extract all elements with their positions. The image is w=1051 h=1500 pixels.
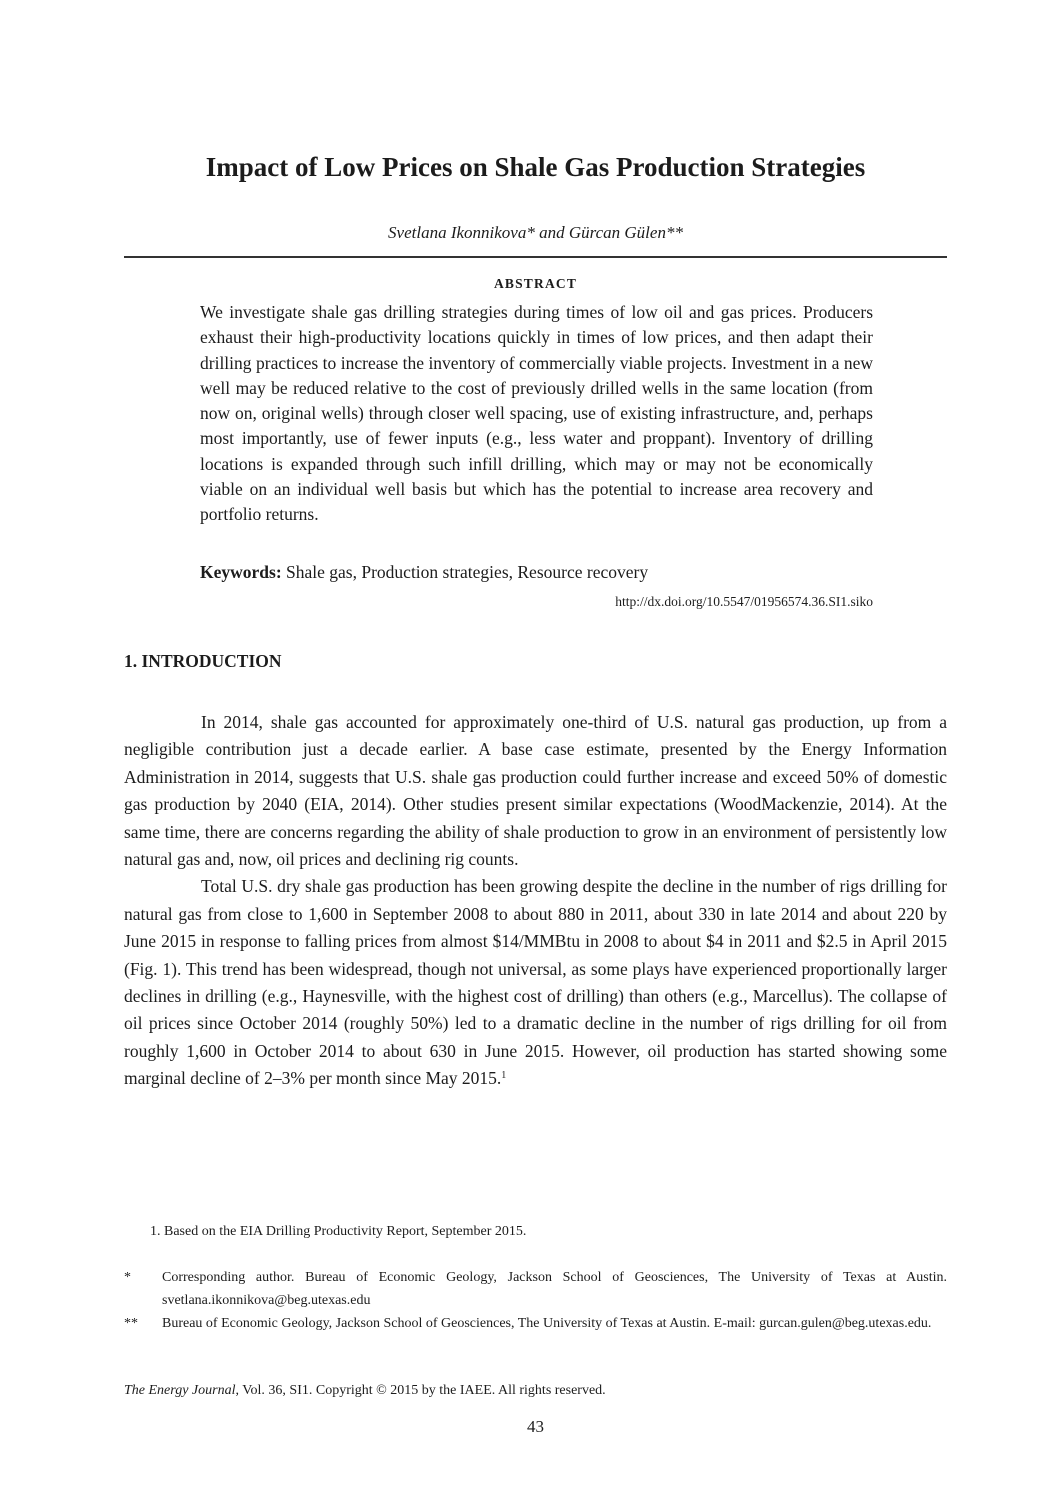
doi-link[interactable]: http://dx.doi.org/10.5547/01956574.36.SI1.siko — [615, 594, 873, 609]
abstract-heading: ABSTRACT — [493, 276, 578, 291]
journal-name: The Energy Journal — [124, 1383, 236, 1398]
affiliation-1-text: Corresponding author. Bureau of Economic Geology, Jackson School of Geosciences, The University of Texas at Austin. svetlana.ikonnikova@beg.utexas.edu — [162, 1270, 947, 1308]
title-divider — [124, 256, 947, 258]
keywords-label: Keywords: — [200, 562, 282, 582]
footnote: 1. Based on the EIA Drilling Productivity Report, September 2015. — [150, 1224, 527, 1239]
section-heading-introduction: 1. INTRODUCTION — [124, 651, 282, 671]
affiliation-2 — [124, 1312, 947, 1335]
affiliation-1-mark: * — [124, 1270, 131, 1285]
affiliation-2-mark: ** — [124, 1316, 138, 1331]
affiliation-1 — [124, 1266, 947, 1312]
keywords-list: Shale gas, Production strategies, Resource recovery — [286, 562, 649, 582]
journal-citation — [124, 1381, 606, 1401]
paper-title: Impact of Low Prices on Shale Gas Production Strategies — [205, 152, 866, 182]
intro-paragraph-1: In 2014, shale gas accounted for approximately one-third of U.S. natural gas production, up from a negligible contribution just a decade earlier. A base case estimate, presented by the Energy Information Administration in 2014, suggests that U.S. shale gas production could further increase and exceed 50% of domestic gas production by 2040 (EIA, 2014). Other studies present similar expectations (WoodMackenzie, 2014). At the same time, there are concerns regarding the ability of shale production to grow in an environment of persistently low natural gas and, now, oil prices and declining rig counts. — [124, 712, 947, 870]
paper-authors: Svetlana Ikonnikova* and Gürcan Gülen** — [388, 223, 683, 242]
journal-details: , Vol. 36, SI1. Copyright © 2015 by the IAEE. All rights reserved. — [235, 1383, 606, 1398]
abstract-text: We investigate shale gas drilling strategies during times of low oil and gas prices. Producers exhaust their high-productivity locations quickly in times of low prices, and then adapt their drilling practices to increase the inventory of commercially viable projects. Investment in a new well may be reduced relative to the cost of previously drilled wells in the same location (from now on, original wells) through closer well spacing, use of existing infrastructure, and, perhaps most importantly, use of fewer inputs (e.g., less water and proppant). Inventory of drilling locations is expanded through such infill drilling, which may or may not be economically viable on an individual well basis but which has the potential to increase area recovery and portfolio returns. — [200, 302, 873, 525]
introduction-body — [124, 709, 947, 1093]
affiliation-2-text: Bureau of Economic Geology, Jackson School of Geosciences, The University of Texas at Austin. E-mail: gurcan.gulen@beg.utexas.edu. — [162, 1316, 932, 1331]
footnote-reference[interactable]: 1 — [501, 1070, 507, 1082]
intro-paragraph-2-text: Total U.S. dry shale gas production has been growing despite the decline in the number of rigs drilling for natural gas from close to 1,600 in September 2008 to about 880 in 2011, about 330 in late 2014 and about 220 by June 2015 in response to falling prices from almost $14/MMBtu in 2008 to about $4 in 2011 and $2.5 in April 2015 (Fig. 1). This trend has been widespread, though not universal, as some plays have experienced proportionally larger declines in drilling (e.g., Haynesville, with the highest cost of drilling) than others (e.g., Marcellus). The collapse of oil prices since October 2014 (roughly 50%) led to a dramatic decline in the number of rigs drilling for oil from roughly 1,600 in October 2014 to about 630 in June 2015. However, oil production has started showing some marginal decline of 2–3% per month since May 2015. — [124, 876, 947, 1089]
keywords — [200, 560, 873, 584]
page-number: 43 — [527, 1417, 544, 1436]
intro-paragraph-2 — [124, 873, 947, 1092]
